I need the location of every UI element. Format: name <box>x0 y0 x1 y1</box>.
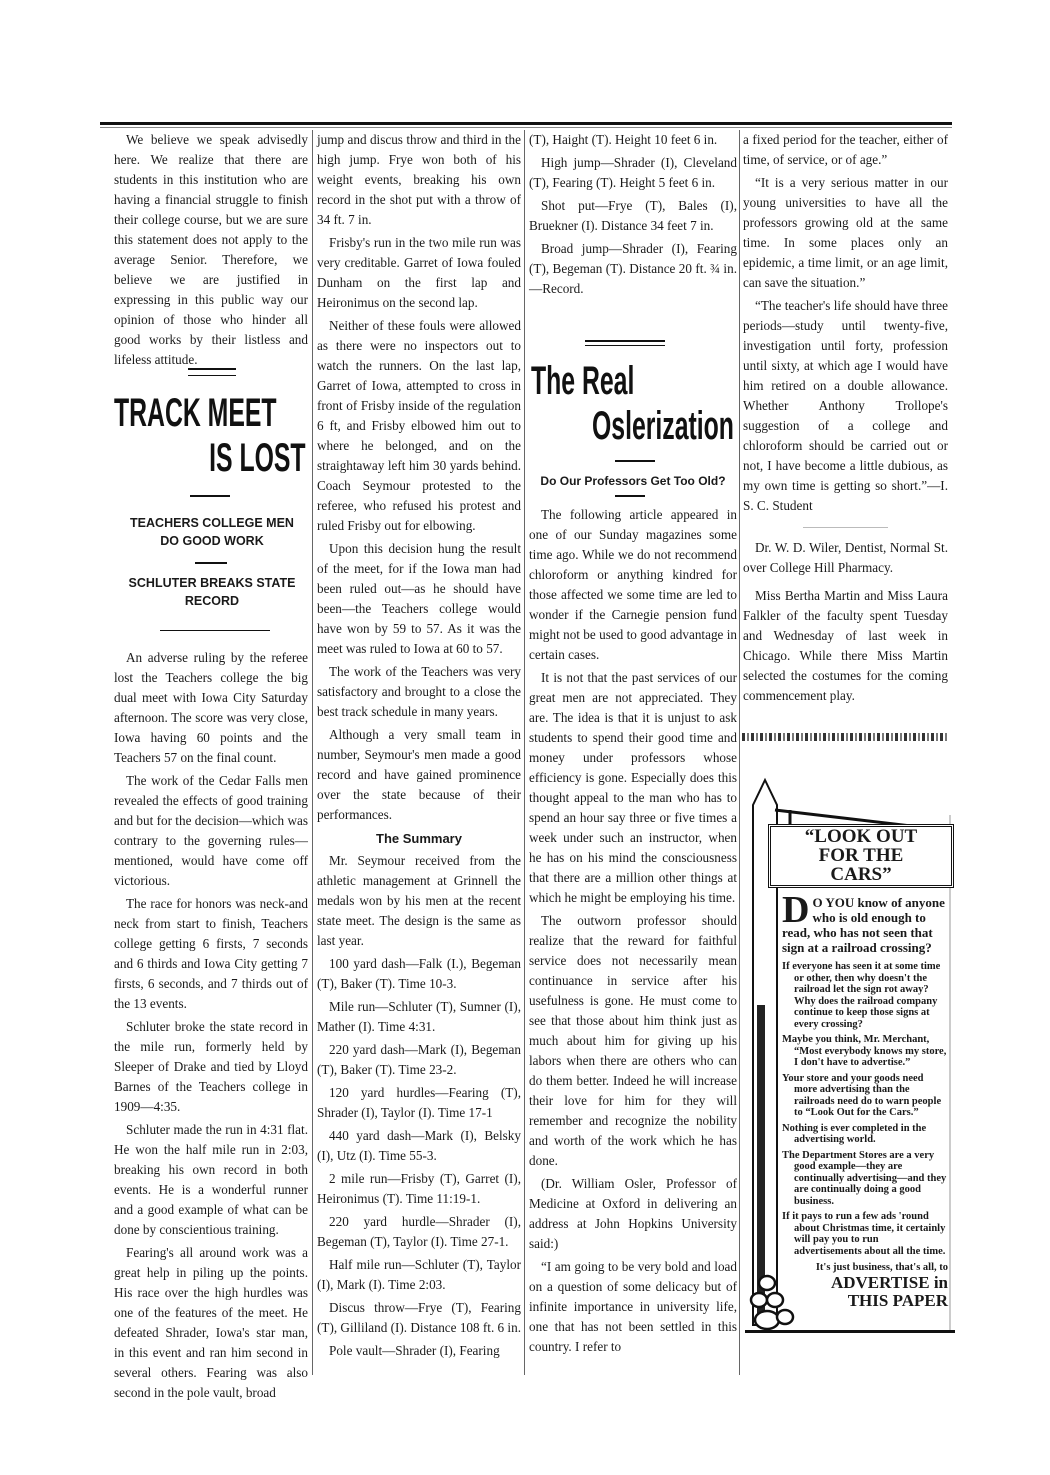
column-divider <box>524 130 525 1375</box>
track-meet-continued <box>317 130 521 1364</box>
paragraph: Schluter made the run in 4:31 flat. He won the half mile run in 2:03, breaking his own record in both events. He is a wonderful runner and a good example of what can be done by conscientious training. <box>114 1122 308 1237</box>
divider <box>615 460 655 462</box>
faculty-news: Miss Bertha Martin and Miss Laura Falkler of the faculty spent Tuesday and Wednesday of last week in Chicago. While there Miss Martin selected the costumes for the coming commencement play. <box>743 588 948 703</box>
summary-item: Broad jump—Shrader (I), Fearing (T), Begeman (T). Distance 20 ft. ¾ in.—Record. <box>529 241 737 296</box>
oslerization-continued <box>743 130 948 709</box>
paragraph: (Dr. William Osler, Professor of Medicine at Oxford in delivering an address at John Hopkins University said:) <box>529 1176 737 1251</box>
divider <box>190 495 230 497</box>
ad-paragraph: Your store and your goods need more advertising than the railroads need do to warn people to “Look Out for the Cars.” <box>782 1072 942 1118</box>
ad-body <box>782 961 948 1257</box>
summary-item: 120 yard hurdles—Fearing (T), Shrader (I), Taylor (I). Time 17-1 <box>317 1085 521 1120</box>
paragraph: The work of the Cedar Falls men revealed the effects of good training and but for the decision—which was contrary to the governing rules—mentioned, would have come off victorious. <box>114 773 308 888</box>
subheadline: TEACHERS COLLEGE MEN DO GOOD WORK <box>130 516 294 548</box>
summary-continued <box>529 130 737 302</box>
divider <box>615 495 645 497</box>
ad-paragraph: Nothing is ever completed in the advertising world. <box>782 1122 927 1145</box>
column-divider <box>739 130 740 1375</box>
summary-item: Shot put—Frye (T), Bales (I), Bruekner (I). Distance 34 feet 7 in. <box>529 198 737 233</box>
sign-line: “LOOK OUT <box>804 826 918 847</box>
paragraph: a fixed period for the teacher, either of time, of service, or of age.” <box>743 132 948 167</box>
oslerization-article <box>529 505 737 1360</box>
summary-item: Mr. Seymour received from the athletic management at Grinnell the medals won by his men at the recent state meet. The design is the same as last year. <box>317 853 521 948</box>
top-rule-thin <box>100 127 952 128</box>
divider <box>160 630 270 631</box>
track-meet-article <box>114 648 308 1406</box>
column-divider <box>312 130 313 1375</box>
summary-item: High jump—Shrader (I), Cleveland (T), Fearing (T). Height 5 feet 6 in. <box>529 155 737 190</box>
paragraph: “The teacher's life should have three periods—study until twenty-five, investigation until forty, profession until sixty, at which age I would have him retired on a double allowance. Whether Anthony Trollope's suggestion of a college and chloroform should be carried out or not, I have become a little dubious, as my own time is getting so short.”—I. S. C. Student <box>743 298 948 513</box>
dentist-notice: Dr. W. D. Wiler, Dentist, Normal St. over College Hill Pharmacy. <box>743 540 948 575</box>
headline-line-1: The Real <box>531 359 635 403</box>
ad-paragraph: If everyone has seen it at some time or other, then why doesn't the railroad let the sign rot away? Why does the railroad company continue to keep those signs at every crossing? <box>782 961 941 1030</box>
summary-item: Half mile run—Schluter (T), Taylor (I), Mark (I). Time 2:03. <box>317 1257 521 1292</box>
summary-item: 100 yard dash—Falk (I.), Begeman (T), Baker (T). Time 10-3. <box>317 956 521 991</box>
paragraph: Schluter broke the state record in the mile run, formerly held by Sleeper of Drake and tied by Lloyd Barnes of the Teachers college in 1909—4:35. <box>114 1019 308 1114</box>
subheadline: SCHLUTER BREAKS STATE RECORD <box>128 576 296 608</box>
divider <box>188 368 236 376</box>
summary-item: 2 mile run—Frisby (T), Garret (I), Heironimus (T). Time 11:19-1. <box>317 1171 521 1206</box>
summary-item: Mile run—Schluter (T), Sumner (I), Mather (I). Time 4:31. <box>317 999 521 1034</box>
paragraph: Frisby's run in the two mile run was very creditable. Garret of Iowa fouled Dunham on the first lap and Heironimus on the second lap. <box>317 235 521 310</box>
summary-item: Discus throw—Frye (T), Fearing (T), Gilliland (I). Distance 108 ft. 6 in. <box>317 1300 521 1335</box>
paragraph: Neither of these fouls were allowed as there were no inspectors out to watch the runners. On the last lap, Garret of Iowa, attempted to cross in front of Frisby inside of the regulation 6 ft, and Frisby elbowed him out to where he belonged, and on the straightaway left him 30 yards behind. Coach Seymour protested to the referee, who refused his protest and ruled Frisby out for elbowing. <box>317 318 521 533</box>
paragraph: “It is a very serious matter in our young universities to have all the professors growing old at the same time. In some places only an epidemic, a time limit, or an age limit, can save the situation.” <box>743 175 948 290</box>
dropcap: D <box>782 895 810 931</box>
summary-item: (T), Haight (T). Height 10 feet 6 in. <box>529 132 718 147</box>
paragraph: Fearing's all around work was a great help in piling up the points. His race over the high hurdles was one of the features of the meet. He defeated Shrader, Iowa's star man, in this event and ran him second in several others. Fearing was also second in the pole vault, broad <box>114 1245 308 1400</box>
headline-line-2: Oslerization <box>592 404 734 448</box>
cta-line: ADVERTISE in <box>830 1273 948 1292</box>
paragraph: The race for honors was neck-and neck from start to finish, Teachers college getting 6 firsts, 7 seconds and 6 thirds and Iowa City getting 7 firsts, 6 seconds, and 7 thirds out of the 13 events. <box>114 896 308 1011</box>
editorial-intro <box>114 130 308 373</box>
cta-line: THIS PAPER <box>847 1291 948 1310</box>
paragraph: The work of the Teachers was very satisfactory and brought to a close the best track schedule in many years. <box>317 664 521 719</box>
paragraph: The outworn professor should realize that the reward for faithful service does not necessarily mean continuance in service after his usefulness is gone. He must come to see that those about him think just as much about him for giving up his labors when there are others who can do them better. Indeed he will increase their love for him for they will remember and recognize the nobility and worth of the work which he has done. <box>529 913 737 1168</box>
paragraph: Although a very small team in number, Seymour's men made a good record and have gained prominence over the state because of their performances. <box>317 727 521 822</box>
ad-paragraph: Maybe you think, Mr. Merchant, “Most everybody knows my store, I don't have to advertise.” <box>782 1034 947 1068</box>
ad-lead-text: O YOU know of anyone who is old enough to read, who has not seen that sign at a railroad crossing? <box>782 895 945 955</box>
summary-item: 440 yard dash—Mark (I), Belsky (I), Utz (I). Time 55-3. <box>317 1128 521 1163</box>
subheadline: Do Our Professors Get Too Old? <box>540 474 726 488</box>
paragraph: The following article appeared in one of our Sunday magazines some time ago. While we do not recommend chloroform or anything kindred for those affected we some time are led to wonder if the Carnegie pension fund might not be used to good advantage in certain cases. <box>529 507 737 662</box>
ad-paragraph: If it pays to run a few ads 'round about Christmas time, it certainly will pay you to run advertisements about all the time. <box>782 1211 946 1257</box>
ad-lead <box>782 895 948 955</box>
paragraph: jump and discus throw and third in the high jump. Frye won both of his weight events, breaking his own record in the shot put with a throw of 34 ft. 7 in. <box>317 132 521 227</box>
paragraph: “I am going to be very bold and load on a question of some delicacy but of infinite importance in university life, one that has not been settled in this country. I refer to <box>529 1259 737 1354</box>
sign-line: FOR THE <box>818 845 904 866</box>
divider <box>585 340 665 346</box>
summary-item: 220 yard dash—Mark (I), Begeman (T), Baker (T). Time 23-2. <box>317 1042 521 1077</box>
paragraph: It is not that the past services of our great men are not appreciated. They are. The idea is that it is unjust to ask students to spend their good time and money under professors whose efficiency is gone. Especially does this thought appeal to the man who has to spend an hour say three or five times a week under such an instructor, when he has on his mind the consciousness that there are a million other things at which he might be employing his time. <box>529 670 737 905</box>
ad-copy <box>782 895 948 1310</box>
ornamental-divider <box>742 733 947 741</box>
divider <box>195 562 227 564</box>
ad-tagline: It's just business, that's all, to <box>815 1262 948 1273</box>
summary-heading: The Summary <box>376 831 462 846</box>
headline-line-2: IS LOST <box>209 436 306 480</box>
paragraph: An adverse ruling by the referee lost the Teachers college the big dual meet with Iowa City Saturday afternoon. The score was very close, Iowa having 60 points and the Teachers 57 on the final count. <box>114 650 308 765</box>
ad-call-to-action <box>782 1274 948 1310</box>
summary-item: Pole vault—Shrader (I), Fearing <box>329 1343 500 1358</box>
sign-line: CARS” <box>830 864 892 885</box>
top-rule <box>100 122 952 125</box>
paragraph: Upon this decision hung the result of the meet, for if the Iowa man had been ruled out—as he should have been—the Teachers college would have won by 59 to 57. As it was the meet was ruled to Iowa at 60 to 57. <box>317 541 521 656</box>
look-out-sign <box>768 824 954 888</box>
paragraph: We believe we speak advisedly here. We realize that there are students in this institution who are having a financial struggle to finish their college course, but we are sure this statement does not apply to the average Senior. Therefore, we believe we are justified in expressing in this public way our opinion of those who hinder all good works by their listless and lifeless attitude. <box>114 132 308 367</box>
summary-item: 220 yard hurdle—Shrader (I), Begeman (T), Taylor (I). Time 27-1. <box>317 1214 521 1249</box>
headline-line-1: TRACK MEET <box>114 391 277 435</box>
ad-paragraph: The Department Stores are a very good example—they are continually advertising—and they are continually doing a good business. <box>782 1149 947 1207</box>
